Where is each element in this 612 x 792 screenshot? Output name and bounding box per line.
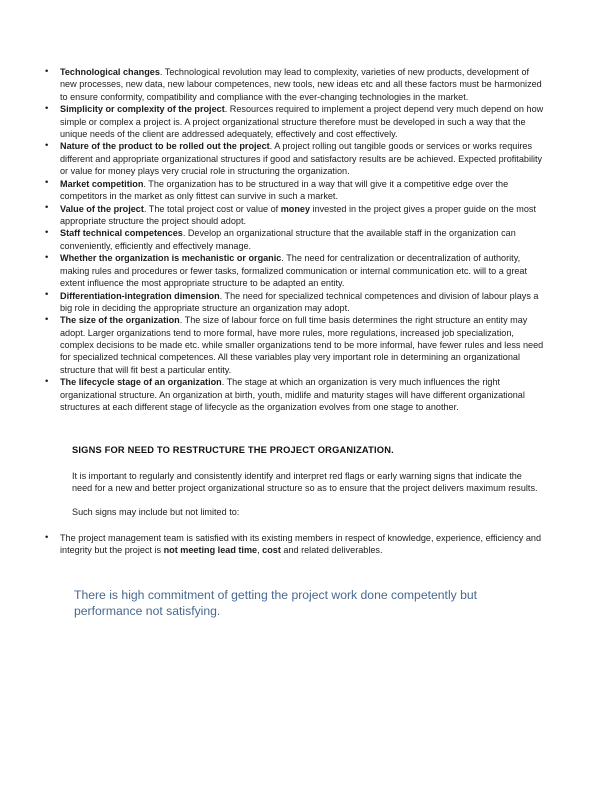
list-item-term: Value of the project	[60, 203, 144, 214]
list-item-term: Nature of the product to be rolled out the project	[60, 141, 270, 152]
signs-bullet-list	[44, 532, 544, 557]
list-item-emphasis: money	[280, 203, 311, 214]
spacer	[44, 557, 544, 587]
factors-bullet-list	[44, 66, 544, 413]
lead-in-paragraph: Such signs may include but not limited to:	[72, 506, 240, 517]
list-item-body-part2: invested in the project gives a proper guide on the most appropriate structure the project should adopt.	[60, 203, 536, 226]
list-item-emphasis-cost: cost	[262, 545, 281, 556]
list-item	[44, 290, 544, 315]
list-item-body: . The size of labour force on full time basis determines the right structure an entity may adopt. Larger organizations tend to more formal, have more rules, more regulations, increased job specialization, complex decisions to be made etc. while smaller organizations tend to be more informal, have fewer rules and less need for specialized technical competences. All these variables play very important role in determining an organizational structure that will fit best a particular entity.	[60, 315, 544, 375]
list-item-body: . Develop an organizational structure that the available staff in the organization can conveniently, efficiently and effectively manage.	[60, 228, 516, 251]
list-item-body-part1: . The total project cost or value of	[143, 203, 281, 214]
list-item-body: . A project rolling out tangible goods or services or works requires different and appropriate organizational structures if good and satisfactory results are be achieved. Expected profitability or value for money plays very crucial role in structuring the organization.	[60, 141, 543, 177]
list-item	[44, 203, 544, 228]
list-item-term: The lifecycle stage of an organization	[60, 377, 222, 388]
list-item-body: . Technological revolution may lead to complexity, varieties of new products, development of new processes, new data, new labour competences, new tools, new ideas etc and all these factors must be harmonized to ensure conformity, compatibility and compliance with the ever-changing technologies in the market.	[60, 67, 542, 102]
list-item-term: Differentiation-integration dimension	[60, 290, 220, 301]
list-item-term: Technological changes	[60, 67, 160, 77]
spacer	[44, 495, 544, 506]
list-item-body-part3: and related deliverables.	[280, 545, 383, 556]
list-item	[44, 66, 544, 103]
list-item-body: . Resources required to implement a project depend very much depend on how simple or complex a project is. A project organizational structure therefore must be developed in such a way that the unique needs of the client are addressed adequately, effectively and cost effectively.	[60, 104, 544, 139]
list-item-body: . The need for specialized technical competences and division of labour plays a big role in deciding the appropriate structure an organization may adopt.	[60, 290, 539, 313]
spacer	[44, 456, 544, 470]
list-item-body: . The need for centralization or decentralization of authority, making rules and procedures or fewer tasks, formalized communication or internal communication etc. will to a great extent influence the most appropriate structure to be adapted an entity.	[60, 253, 528, 288]
list-item-term: Simplicity or complexity of the project	[60, 104, 225, 115]
section-heading: SIGNS FOR NEED TO RESTRUCTURE THE PROJECT ORGANIZATION.	[72, 444, 394, 455]
list-item-term: The size of the organization	[60, 315, 180, 326]
list-item-body-part2: ,	[257, 545, 263, 556]
list-item	[44, 252, 544, 289]
list-item	[44, 227, 544, 252]
document-content	[44, 66, 544, 620]
list-item	[44, 140, 544, 177]
list-item-term: Whether the organization is mechanistic or organic	[60, 253, 282, 264]
list-item-term: Market competition	[60, 178, 144, 189]
spacer	[44, 518, 544, 532]
list-item-body: . The stage at which an organization is very much influences the right organizational structure. An organization at birth, youth, midlife and maturity stages will have different organizational structures at each different stage of lifecycle as the organization evolves from one stage to another.	[60, 377, 525, 412]
list-item-term: Staff technical competences	[60, 228, 183, 239]
intro-paragraph: It is important to regularly and consistently identify and interpret red flags or early warning signs that indicate the need for a new and better project organizational structure so as to ensure that the project delivers maximum results.	[72, 470, 538, 494]
list-item	[44, 103, 544, 140]
list-item-emphasis-lead-time: not meeting lead time	[163, 545, 258, 556]
list-item-body-part1: The project management team is satisfied with its existing members in respect of knowledge, experience, efficiency and integrity but the project is	[60, 532, 542, 556]
list-item	[44, 376, 544, 413]
closing-note: There is high commitment of getting the project work done competently but performance not satisfying.	[74, 587, 478, 619]
list-item	[44, 178, 544, 203]
list-item	[44, 532, 544, 557]
spacer	[44, 414, 544, 444]
list-item-body: . The organization has to be structured in a way that will give it a competitive edge over the competitors in the market as only fittest can survive in such a market.	[60, 178, 509, 201]
list-item	[44, 314, 544, 376]
